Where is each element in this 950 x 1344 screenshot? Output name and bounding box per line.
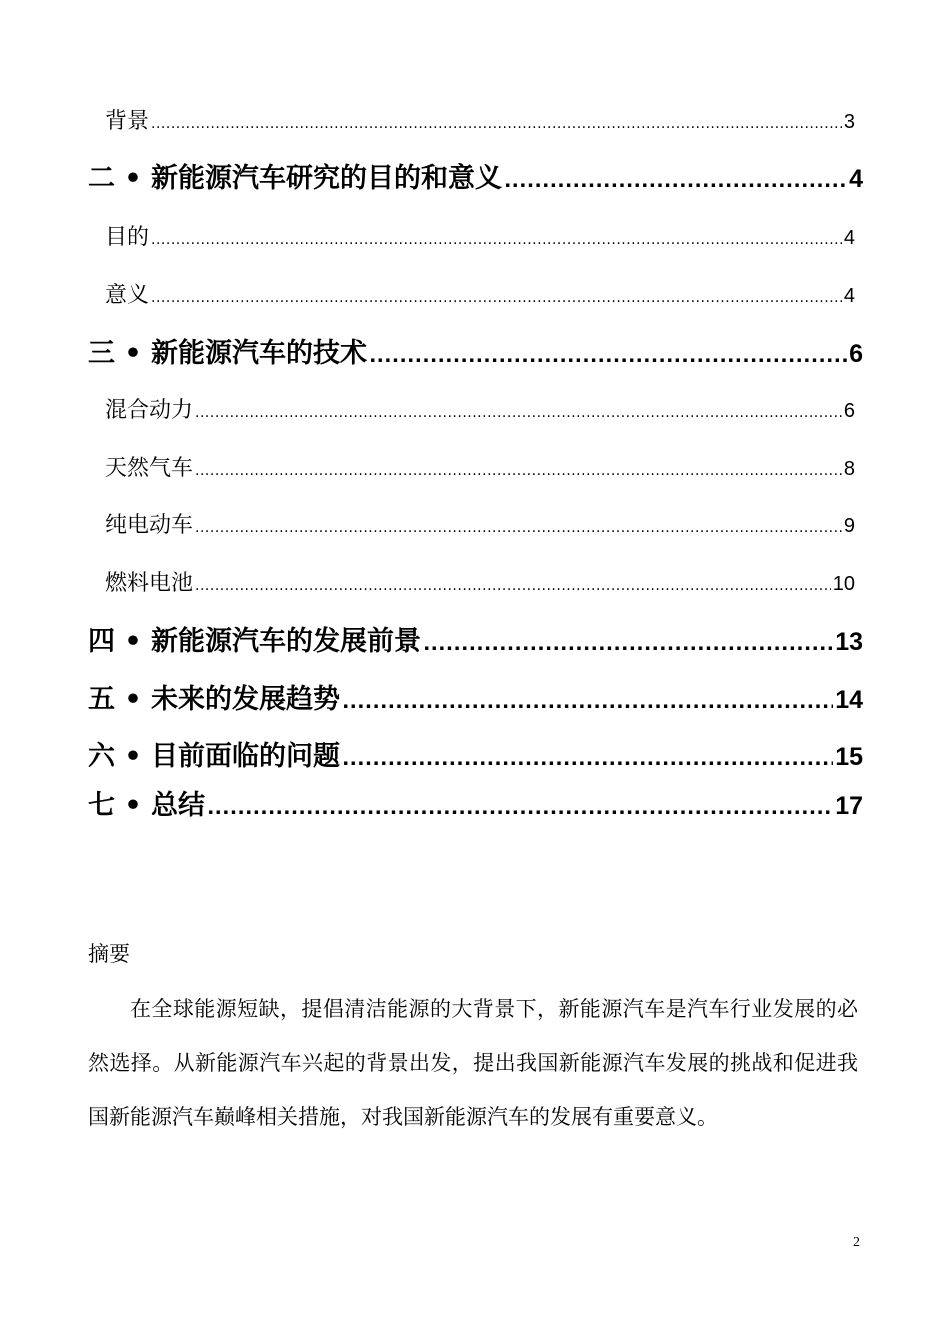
toc-entry-page: 4: [843, 227, 855, 249]
toc-entry-page: 4: [849, 165, 863, 193]
abstract-heading: 摘要: [88, 942, 130, 966]
abstract-body: 在全球能源短缺，提倡清洁能源的大背景下，新能源汽车是汽车行业发展的必然选择。从新能源汽车兴起的背景出发，提出我国新能源汽车发展的挑战和促进我国新能源汽车巅峰相关措施，对我国新能源汽车的发展有重要意义。: [88, 997, 858, 1129]
toc-entry-title: 纯电动车: [105, 513, 194, 538]
toc-entry-future-trends[interactable]: [88, 677, 863, 716]
toc-entry-title: 意义: [105, 283, 150, 308]
toc-entry-page: 15: [835, 743, 863, 771]
toc-entry-prospects[interactable]: [88, 619, 863, 658]
toc-leader-dots: [151, 290, 842, 306]
toc-entry-current-problems[interactable]: [88, 734, 863, 773]
toc-entry-background[interactable]: [105, 104, 855, 135]
toc-entry-electric[interactable]: [105, 508, 855, 539]
toc-entry-title: 三 • 新能源汽车的技术: [88, 338, 368, 369]
toc-entry-page: 13: [835, 628, 863, 656]
toc-entry-title: 背景: [105, 109, 150, 134]
toc-entry-title: 混合动力: [105, 398, 194, 423]
toc-entry-page: 6: [849, 340, 863, 368]
toc-entry-significance[interactable]: [105, 278, 855, 309]
toc-entry-title: 天然气车: [105, 456, 194, 481]
toc-entry-page: 9: [843, 515, 855, 537]
toc-leader-dots: [342, 691, 833, 713]
toc-entry-page: 10: [832, 573, 855, 595]
page-number: 2: [853, 1235, 860, 1250]
toc-leader-dots: [151, 232, 842, 248]
toc-entry-summary[interactable]: [88, 783, 863, 822]
toc-leader-dots: [195, 520, 842, 536]
toc-entry-title: 七 • 总结: [88, 790, 206, 821]
toc-leader-dots: [207, 797, 833, 819]
toc-entry-purpose-significance[interactable]: [88, 156, 863, 195]
toc-entry-title: 二 • 新能源汽车研究的目的和意义: [88, 163, 503, 194]
toc-entry-page: 3: [843, 111, 855, 133]
toc-entry-page: 6: [843, 400, 855, 422]
toc-leader-dots: [342, 748, 833, 770]
toc-entry-title: 五 • 未来的发展趋势: [88, 684, 341, 715]
toc-entry-page: 14: [835, 686, 863, 714]
toc-leader-dots: [369, 345, 847, 367]
toc-leader-dots: [423, 633, 833, 655]
toc-leader-dots: [151, 116, 842, 132]
toc-entry-title: 六 • 目前面临的问题: [88, 741, 341, 772]
toc-entry-purpose[interactable]: [105, 220, 855, 251]
toc-entry-title: 四 • 新能源汽车的发展前景: [88, 626, 422, 657]
toc-entry-title: 目的: [105, 225, 150, 250]
toc-entry-hybrid[interactable]: [105, 393, 855, 424]
toc-entry-page: 4: [843, 285, 855, 307]
toc-leader-dots: [195, 578, 831, 594]
toc-entry-natural-gas[interactable]: [105, 451, 855, 482]
toc-entry-page: 17: [835, 792, 863, 820]
toc-entry-page: 8: [843, 458, 855, 480]
toc-entry-technology[interactable]: [88, 331, 863, 370]
toc-leader-dots: [504, 170, 847, 192]
toc-leader-dots: [195, 463, 842, 479]
toc-leader-dots: [195, 405, 842, 421]
toc-entry-fuel-cell[interactable]: [105, 566, 855, 597]
toc-entry-title: 燃料电池: [105, 571, 194, 596]
